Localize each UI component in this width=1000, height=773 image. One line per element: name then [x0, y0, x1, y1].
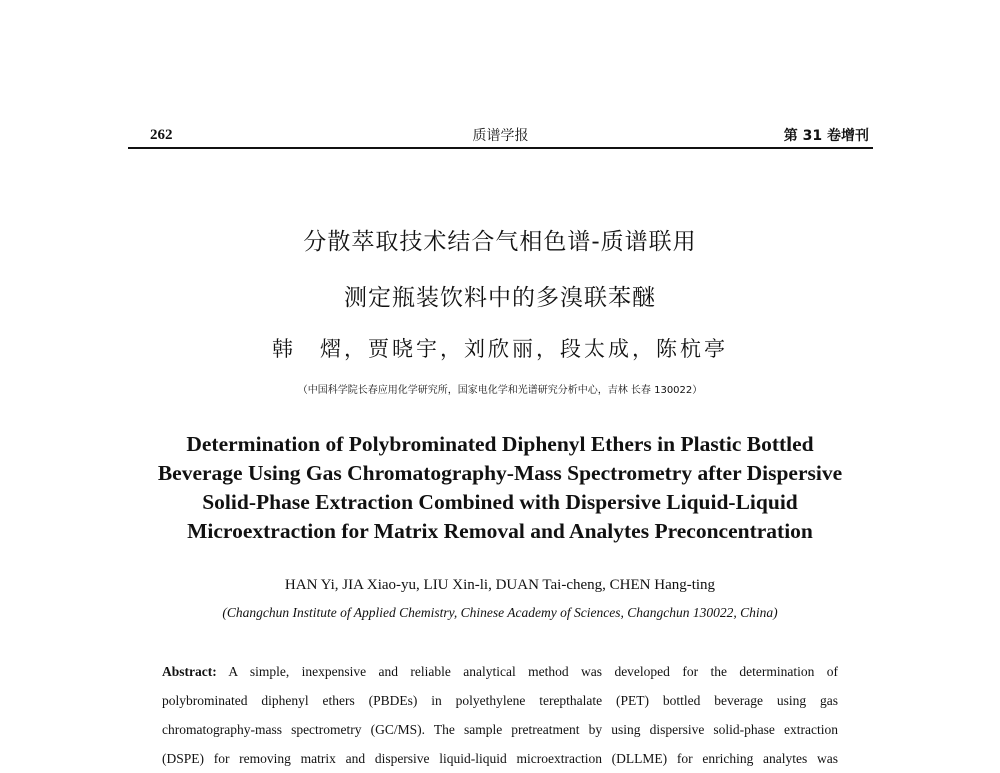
abstract-line-3: chromatography-mass spectrometry (GC/MS). The sample pretreatment by using dispersive solid-phase extraction [162, 722, 838, 737]
header-rule [128, 147, 873, 149]
chinese-title-line-1: 分散萃取技术结合气相色谱-质谱联用 [303, 229, 697, 255]
abstract [162, 657, 838, 773]
running-header [128, 124, 873, 146]
journal-name: 质谱学报 [472, 128, 529, 144]
abstract-line-2: polybrominated diphenyl ethers (PBDEs) in polyethylene terepthalate (PET) bottled beverage using gas [162, 693, 838, 708]
chinese-title-line-2: 测定瓶装饮料中的多溴联苯醚 [344, 285, 656, 311]
english-affiliation: (Changchun Institute of Applied Chemistry, Chinese Academy of Sciences, Changchun 130022, China) [222, 605, 778, 620]
chinese-affiliation: （中国科学院长春应用化学研究所，国家电化学和光谱研究分析中心，吉林 长春 130022） [297, 385, 703, 396]
english-title-line-1: Determination of Polybrominated Diphenyl Ethers in Plastic Bottled [186, 432, 814, 456]
abstract-label: Abstract: [162, 664, 217, 679]
english-title [110, 430, 890, 546]
english-authors: HAN Yi, JIA Xiao-yu, LIU Xin-li, DUAN Tai-cheng, CHEN Hang-ting [284, 577, 716, 593]
abstract-text-1: A simple, inexpensive and reliable analytical method was developed for the determination of [228, 664, 838, 679]
abstract-line-1 [162, 657, 838, 686]
english-title-line-4: Microextraction for Matrix Removal and Analytes Preconcentration [187, 519, 813, 543]
page-number: 262 [150, 127, 173, 143]
volume-info: 第 31 卷增刊 [783, 128, 869, 144]
chinese-authors: 韩 熠，贾晓宇，刘欣丽，段太成，陈杭亭 [272, 337, 728, 361]
english-title-line-2: Beverage Using Gas Chromatography-Mass Spectrometry after Dispersive [157, 461, 843, 485]
abstract-line-4: (DSPE) for removing matrix and dispersive liquid-liquid microextraction (DLLME) for enriching analytes was [162, 751, 838, 766]
english-title-line-3: Solid-Phase Extraction Combined with Dispersive Liquid-Liquid [202, 490, 798, 514]
